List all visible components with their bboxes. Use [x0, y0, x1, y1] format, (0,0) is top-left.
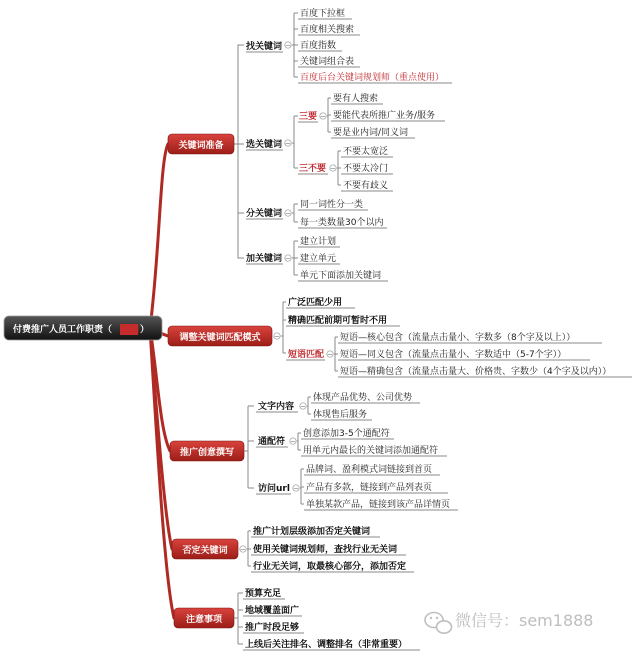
- svg-text:−: −: [330, 164, 336, 173]
- svg-text:调整关键词匹配模式: 调整关键词匹配模式: [179, 333, 261, 343]
- svg-text:−: −: [240, 545, 246, 554]
- svg-text:−: −: [285, 254, 291, 263]
- leaf-dont-cold: 不要太冷门: [343, 164, 389, 174]
- root-close: ）: [140, 325, 150, 335]
- node-find-keywords[interactable]: [246, 40, 283, 52]
- collapse-toggle-match[interactable]: [274, 333, 280, 341]
- main-branches: [150, 144, 174, 618]
- leaf-find-irrelevant: 使用关键词规划师，查找行业无关词: [253, 545, 398, 555]
- collapse-toggle-url[interactable]: [293, 485, 299, 493]
- leaf-dont-broad: 不要太宽泛: [343, 147, 389, 157]
- leaf-product-list: 产品有多款，链接到产品列表页: [306, 483, 433, 493]
- root-node[interactable]: [4, 316, 162, 340]
- node-three-musts[interactable]: 三要: [299, 112, 318, 122]
- svg-text:选关键词: 选关键词: [246, 140, 283, 150]
- collapse-toggle-choose[interactable]: [285, 140, 291, 148]
- svg-text:加关键词: 加关键词: [246, 254, 283, 264]
- watermark: [425, 611, 594, 633]
- leaf-baidu-dropdown: 百度下拉框: [300, 9, 346, 19]
- collapse-toggle-find[interactable]: [285, 42, 291, 50]
- collapse-toggle-text[interactable]: [300, 403, 306, 411]
- leaf-baidu-related: 百度相关搜索: [300, 25, 355, 35]
- node-group-keywords[interactable]: [245, 207, 283, 219]
- node-choose-keywords[interactable]: [246, 138, 283, 150]
- leaf-same-type: 同一词性分一类: [300, 200, 364, 210]
- svg-text:推广创意撰写: 推广创意撰写: [179, 448, 235, 458]
- leaf-time-slot: 推广时段足够: [245, 623, 300, 633]
- node-three-donts[interactable]: 三不要: [299, 164, 327, 174]
- leaf-core-negative: 行业无关词，取最核心部分，添加否定: [253, 562, 407, 572]
- svg-text:−: −: [300, 402, 306, 411]
- leaf-phrase-synonym: 短语—同义包含（流量点击量小、字数适中（5-7个字））: [340, 350, 567, 360]
- collapse-toggle-musts[interactable]: [320, 113, 326, 121]
- leaf-must-represent: 要能代表所推广业务/服务: [333, 111, 436, 121]
- leaf-plan-level-negative: 推广计划层级添加否定关键词: [253, 527, 371, 537]
- root-title: 付费推广人员工作职责（: [13, 325, 113, 335]
- svg-text:−: −: [293, 484, 299, 493]
- svg-text:−: −: [285, 41, 291, 50]
- collapse-toggle-group[interactable]: [285, 210, 291, 218]
- leaf-product-advantage: 体现产品优势、公司优势: [313, 393, 413, 403]
- leaf-region: 地域覆盖面广: [245, 606, 300, 616]
- svg-text:−: −: [320, 112, 326, 121]
- leaf-must-industry: 要是业内词/同义词: [333, 128, 409, 138]
- leaf-build-unit: 建立单元: [300, 254, 337, 264]
- leaf-keyword-table: 关键词组合表: [300, 57, 355, 67]
- node-creative[interactable]: [170, 441, 244, 461]
- leaf-keyword-planner: 百度后台关键词规划师（重点使用）: [300, 73, 445, 83]
- collapse-toggle-phrase[interactable]: [327, 351, 333, 359]
- leaf-phrase-core: 短语—核心包含（流量点击量小、字数多（8个字及以上））: [340, 333, 576, 343]
- node-text-content[interactable]: 文字内容: [258, 402, 295, 412]
- node-visit-url[interactable]: 访问url: [258, 484, 290, 494]
- leaf-product-detail: 单独某款产品，链接到该产品详情页: [306, 500, 451, 510]
- leaf-ranking: 上线后关注排名、调整排名（非常重要）: [245, 640, 408, 650]
- leaf-must-searched: 要有人搜索: [333, 94, 379, 104]
- leaf-longest-keyword: 用单元内最长的关键词添加通配符: [303, 446, 439, 456]
- leaf-broad-match: 广泛匹配少用: [288, 298, 343, 308]
- branch-keyword-prep: [168, 7, 452, 281]
- node-keyword-prep[interactable]: [168, 134, 234, 154]
- leaf-max-30: 每一类数量30个以内: [300, 218, 384, 228]
- svg-text:−: −: [285, 209, 291, 218]
- svg-text:找关键词: 找关键词: [246, 42, 283, 52]
- svg-text:关键词准备: 关键词准备: [178, 141, 224, 151]
- collapse-toggle-wildcard[interactable]: [290, 438, 296, 446]
- node-negative[interactable]: [172, 539, 238, 559]
- node-notes[interactable]: [174, 608, 234, 628]
- leaf-budget: 预算充足: [245, 589, 282, 599]
- collapse-toggle-add[interactable]: [285, 255, 291, 263]
- collapse-toggle-negative[interactable]: [240, 546, 246, 554]
- leaf-exact-match: 精确匹配前期可暂时不用: [288, 316, 388, 326]
- root-badge: ■■: [122, 325, 140, 335]
- branch-match-mode: [168, 296, 632, 377]
- svg-text:−: −: [274, 332, 280, 341]
- leaf-baidu-index: 百度指数: [300, 41, 337, 51]
- leaf-brand-home: 品牌词、盈利模式词链接到首页: [306, 465, 433, 475]
- node-wildcard[interactable]: 通配符: [258, 437, 286, 447]
- branch-notes: [174, 587, 420, 650]
- leaf-add-wildcards: 创意添加3-5个通配符: [303, 429, 390, 439]
- wechat-icon: [425, 613, 452, 634]
- leaf-add-under-unit: 单元下面添加关键词: [300, 271, 382, 281]
- svg-text:−: −: [285, 139, 291, 148]
- watermark-text: 微信号：sem1888: [455, 611, 594, 630]
- svg-text:−: −: [327, 350, 333, 359]
- leaf-build-plan: 建立计划: [300, 237, 337, 247]
- node-phrase-match[interactable]: 短语匹配: [288, 350, 325, 360]
- leaf-phrase-exact: 短语—精确包含（流量点击量大、价格贵、字数少（4个字及以内））: [340, 367, 612, 377]
- svg-text:−: −: [290, 437, 296, 446]
- branch-negative: [172, 525, 414, 572]
- node-add-keywords[interactable]: [245, 252, 283, 264]
- svg-text:分关键词: 分关键词: [246, 209, 283, 219]
- collapse-toggle-donts[interactable]: [330, 165, 336, 173]
- leaf-dont-ambiguous: 不要有歧义: [343, 181, 389, 191]
- svg-text:注意事项: 注意事项: [185, 615, 223, 625]
- leaf-after-sales: 体现售后服务: [313, 410, 368, 420]
- branch-creative: [170, 391, 458, 510]
- node-match-mode[interactable]: [168, 326, 272, 346]
- svg-text:否定关键词: 否定关键词: [182, 546, 228, 556]
